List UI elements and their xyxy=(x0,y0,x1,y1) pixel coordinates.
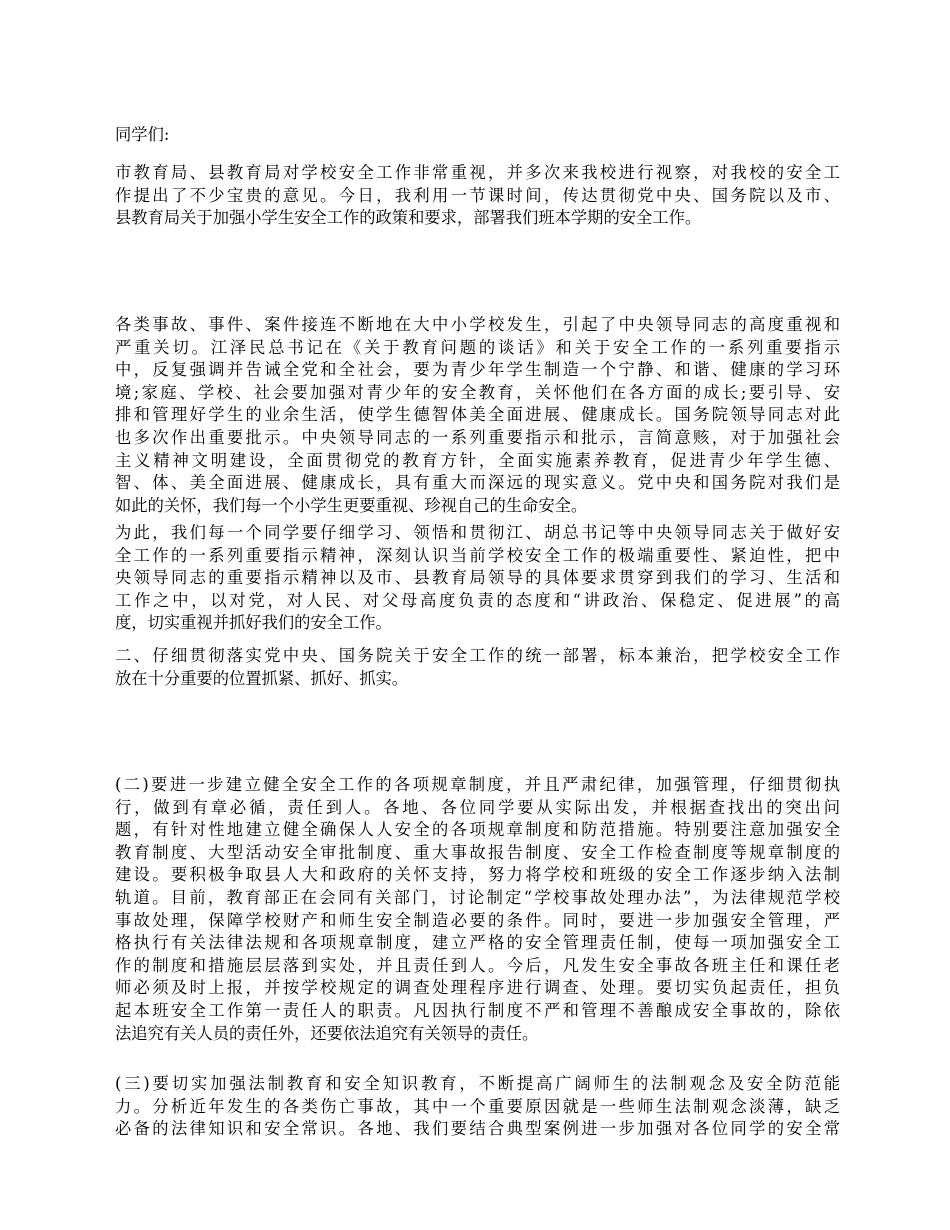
paragraph-line: 也多次作出重要批示。中央领导同志的一系列重要指示和批示，言简意赅，对于加强社会 xyxy=(115,427,840,447)
paragraph-line: 如此的关怀，我们每一个小学生更要重视、珍视自己的生命安全。 xyxy=(115,495,588,515)
paragraph-line: 市教育局、县教育局对学校安全工作非常重视，并多次来我校进行视察，对我校的安全工 xyxy=(115,163,840,182)
paragraph-line: 作提出了不少宝贵的意见。今日，我利用一节课时间，传达贯彻党中央、国务院以及市、 xyxy=(115,185,840,205)
paragraph-line: 为此，我们每一个同学要仔细学习、领悟和贯彻江、胡总书记等中央领导同志关于做好安 xyxy=(115,523,840,542)
paragraph-line: 教育制度、大型活动安全审批制度、重大事故报告制度、安全工作检查制度等规章制度的 xyxy=(115,842,840,862)
paragraph-line: 央领导同志的重要指示精神以及市、县教育局领导的具体要求贯穿到我们的学习、生活和 xyxy=(115,568,840,588)
paragraph-line: 境;家庭、学校、社会要加强对青少年的安全教育，关怀他们在各方面的成长;要引导、安 xyxy=(115,382,840,402)
paragraph-line: 起本班安全工作第一责任人的职责。凡因执行制度不严和管理不善酿成安全事故的，除依 xyxy=(115,1000,840,1020)
paragraph-5 xyxy=(115,774,840,1045)
greeting xyxy=(115,124,840,147)
paragraph-3 xyxy=(115,522,840,635)
paragraph-line: 县教育局关于加强小学生安全工作的政策和要求，部署我们班本学期的安全工作。 xyxy=(115,208,702,228)
paragraph-line: 题，有针对性地建立健全确保人人安全的各项规章制度和防范措施。特别要注意加强安全 xyxy=(115,820,840,840)
paragraph-line: 二、仔细贯彻落实党中央、国务院关于安全工作的统一部署，标本兼治，把学校安全工作 xyxy=(115,646,840,665)
paragraph-line: 中，反复强调并告诫全党和全社会，要为青少年学生制造一个宁静、和谐、健康的学习环 xyxy=(115,360,840,380)
paragraph-line: 度，切实重视并抓好我们的安全工作。 xyxy=(115,613,392,633)
paragraph-line: 事故处理，保障学校财产和师生安全制造必要的条件。同时，要进一步加强安全管理，严 xyxy=(115,910,840,930)
paragraph-line: 建设。要积极争取县人大和政府的关怀支持，努力将学校和班级的安全工作逐步纳入法制 xyxy=(115,865,840,885)
paragraph-line: 作的制度和措施层层落到实处，并且责任到人。今后，凡发生安全事故各班主任和课任老 xyxy=(115,955,840,975)
paragraph-line: 排和管理好学生的业余生活，使学生德智体美全面进展、健康成长。国务院领导同志对此 xyxy=(115,405,840,425)
paragraph-line: 轨道。目前，教育部正在会同有关部门，讨论制定“学校事故处理办法”，为法律规范学校 xyxy=(115,887,840,907)
paragraph-4 xyxy=(115,645,840,690)
paragraph-line: 智、体、美全面进展、健康成长，具有重大而深远的现实意义。党中央和国务院对我们是 xyxy=(115,473,840,493)
paragraph-line: 行，做到有章必循，责任到人。各地、各位同学要从实际出发，并根据查找出的突出问 xyxy=(115,797,840,817)
paragraph-line: 主义精神文明建设，全面贯彻党的教育方针，全面实施素养教育，促进青少年学生德、 xyxy=(115,450,840,470)
paragraph-6 xyxy=(115,1073,840,1141)
paragraph-line: 师必须及时上报，并按学校规定的调查处理程序进行调查、处理。要切实负起责任，担负 xyxy=(115,978,840,998)
paragraph-line: (二)要进一步建立健全安全工作的各项规章制度，并且严肃纪律，加强管理，仔细贯彻执 xyxy=(115,775,840,794)
paragraph-line: 各类事故、事件、案件接连不断地在大中小学校发生，引起了中央领导同志的高度重视和 xyxy=(115,315,840,334)
paragraph-line: 严重关切。江泽民总书记在《关于教育问题的谈话》和关于安全工作的一系列重要指示 xyxy=(115,337,840,357)
paragraph-line: 工作之中，以对党，对人民、对父母高度负责的态度和“讲政治、保稳定、促进展”的高 xyxy=(115,590,840,610)
paragraph-line: 力。分析近年发生的各类伤亡事故，其中一个重要原因就是一些师生法制观念淡薄，缺乏 xyxy=(115,1096,840,1116)
paragraph-1 xyxy=(115,162,840,230)
paragraph-line: 放在十分重要的位置抓紧、抓好、抓实。 xyxy=(115,668,409,688)
paragraph-line: 全工作的一系列重要指示精神，深刻认识当前学校安全工作的极端重要性、紧迫性，把中 xyxy=(115,545,840,565)
greeting-line: 同学们: xyxy=(115,125,170,144)
paragraph-line: (三)要切实加强法制教育和安全知识教育，不断提高广阔师生的法制观念及安全防范能 xyxy=(115,1074,840,1093)
paragraph-line: 法追究有关人员的责任外，还要依法追究有关领导的责任。 xyxy=(115,1023,539,1043)
paragraph-line: 格执行有关法律法规和各项规章制度，建立严格的安全管理责任制，使每一项加强安全工 xyxy=(115,933,840,953)
paragraph-line: 必备的法律知识和安全常识。各地、我们要结合典型案例进一步加强对各位同学的安全常 xyxy=(115,1119,840,1139)
paragraph-2 xyxy=(115,314,840,517)
